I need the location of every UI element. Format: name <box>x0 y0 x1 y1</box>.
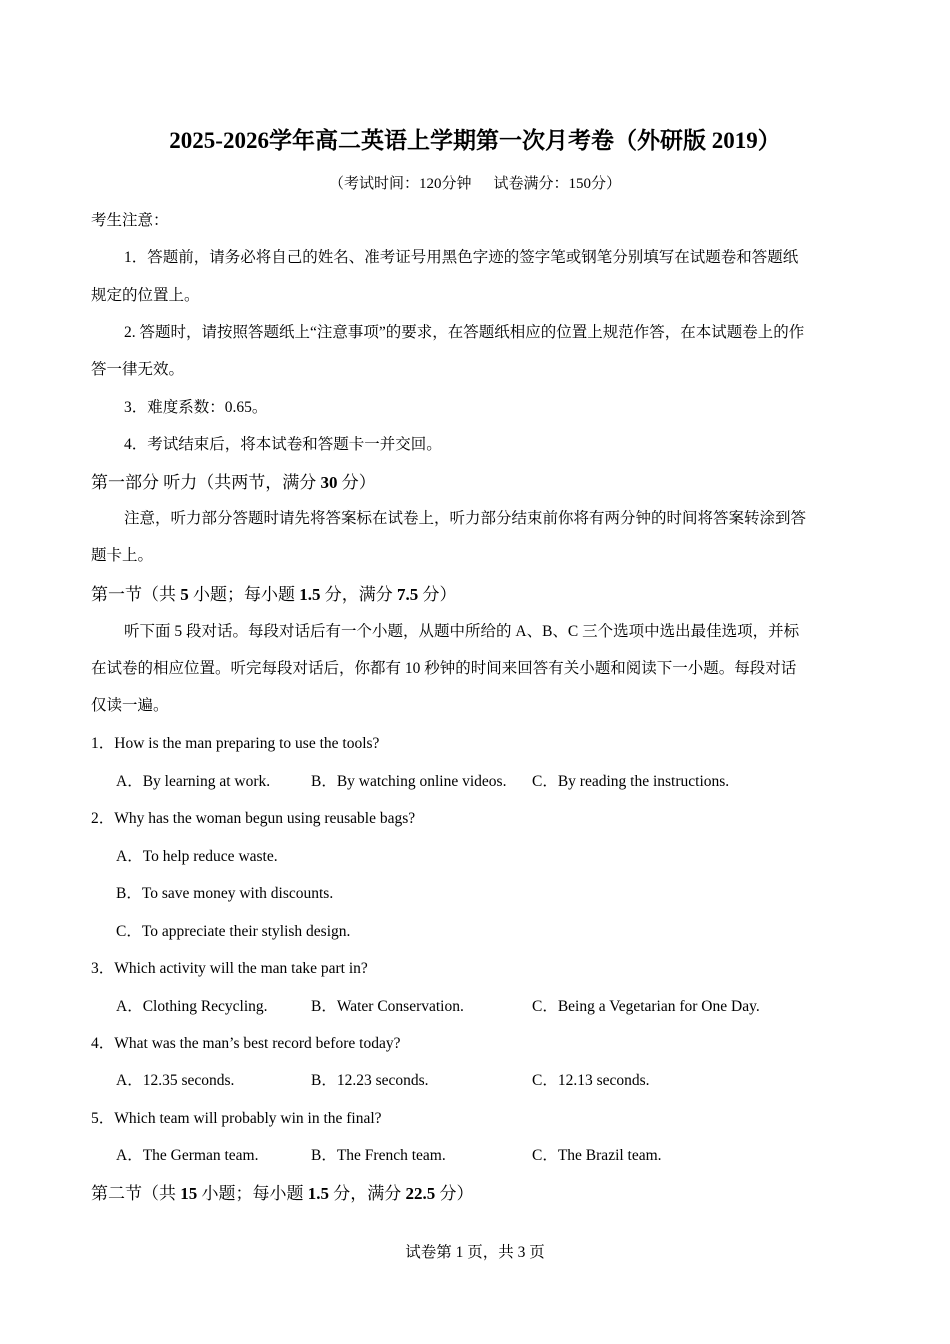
question-4-option-c: C．12.13 seconds. <box>532 1072 650 1089</box>
section-1-heading: 第一节（共 5 小题；每小题 1.5 分，满分 7.5 分） <box>91 585 457 604</box>
section-1-instruction-line-1: 听下面 5 段对话。每段对话后有一个小题，从题中所给的 A、B、C 三个选项中选出最佳选项，并标 <box>124 623 800 640</box>
exam-total-score: 试卷满分：150分） <box>493 176 622 192</box>
page-footer: 试卷第 1 页，共 3 页 <box>405 1244 545 1261</box>
question-2-stem: 2．Why has the woman begun using reusable bags? <box>91 810 416 827</box>
notice-item-1-line-1: 1．答题前，请务必将自己的姓名、准考证号用黑色字迹的签字笔或钢笔分别填写在试题卷和答题纸 <box>124 249 799 266</box>
question-2-option-b: B．To save money with discounts. <box>116 885 334 902</box>
question-1-stem: 1．How is the man preparing to use the tools? <box>91 735 380 752</box>
question-5-option-a: A．The German team. <box>116 1147 259 1164</box>
question-3-stem: 3．Which activity will the man take part in? <box>91 960 368 977</box>
part-1-heading: 第一部分 听力（共两节，满分 30 分） <box>91 473 376 492</box>
question-2-option-c: C．To appreciate their stylish design. <box>116 923 351 940</box>
exam-title: 2025-2026学年高二英语上学期第一次月考卷（外研版 2019） <box>169 128 781 153</box>
notice-item-1-line-2: 规定的位置上。 <box>91 287 200 304</box>
question-1-option-c: C．By reading the instructions. <box>532 773 730 790</box>
part-1-note-line-1: 注意，听力部分答题时请先将答案标在试卷上，听力部分结束前你将有两分钟的时间将答案转涂到答 <box>124 510 807 527</box>
question-5-option-c: C．The Brazil team. <box>532 1147 662 1164</box>
section-1-instruction-line-2: 在试卷的相应位置。听完每段对话后，你都有 10 秒钟的时间来回答有关小题和阅读下一小题。每段对话 <box>91 660 797 677</box>
question-4-option-a: A．12.35 seconds. <box>116 1072 235 1089</box>
exam-subtitle <box>0 173 950 195</box>
question-3-option-c: C．Being a Vegetarian for One Day. <box>532 998 760 1015</box>
notice-item-3: 3．难度系数：0.65。 <box>124 399 268 416</box>
section-2-heading: 第二节（共 15 小题；每小题 1.5 分，满分 22.5 分） <box>91 1184 474 1203</box>
notice-item-4: 4．考试结束后，将本试卷和答题卡一并交回。 <box>124 436 442 453</box>
question-4-stem: 4．What was the man’s best record before today? <box>91 1035 401 1052</box>
question-1-option-b: B．By watching online videos. <box>311 773 507 790</box>
notice-item-2-line-1: 2. 答题时，请按照答题纸上“注意事项”的要求，在答题纸相应的位置上规范作答，在本试题卷上的作 <box>124 324 805 341</box>
question-4-option-b: B．12.23 seconds. <box>311 1072 429 1089</box>
part-1-note-line-2: 题卡上。 <box>91 547 154 564</box>
notice-heading: 考生注意： <box>91 212 169 229</box>
question-5-option-b: B．The French team. <box>311 1147 446 1164</box>
question-5-stem: 5．Which team will probably win in the final? <box>91 1110 382 1127</box>
exam-time: （考试时间：120分钟 <box>328 176 472 192</box>
question-1-option-a: A．By learning at work. <box>116 773 271 790</box>
question-3-option-b: B．Water Conservation. <box>311 998 464 1015</box>
notice-item-2-line-2: 答一律无效。 <box>91 361 185 378</box>
question-2-option-a: A．To help reduce waste. <box>116 848 278 865</box>
question-3-option-a: A．Clothing Recycling. <box>116 998 268 1015</box>
section-1-instruction-line-3: 仅读一遍。 <box>91 697 169 714</box>
